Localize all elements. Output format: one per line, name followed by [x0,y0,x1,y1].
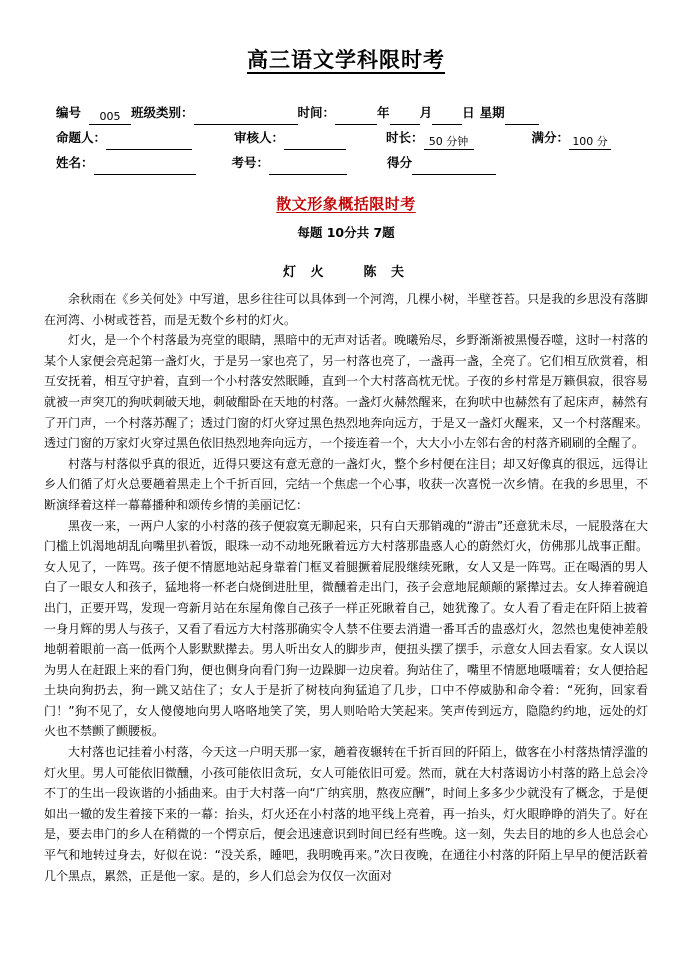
page-title: 高三语文学科限时考 [247,48,445,72]
month-field[interactable] [390,110,420,125]
date-label: 时间： [297,105,336,120]
year-field[interactable] [335,110,377,125]
duration-label: 时长： [386,130,424,145]
form-row-identification [56,100,644,125]
reviewer-field[interactable] [284,135,346,150]
setter-field[interactable] [106,135,192,150]
form-row-student [56,150,644,175]
total-score-value[interactable]: 100 分 [569,135,611,150]
year-unit: 年 [377,105,390,120]
class-label: 班级类别： [131,105,194,120]
day-field[interactable] [432,110,462,125]
student-name-label: 姓名： [56,155,94,170]
student-name-field[interactable] [94,160,196,175]
day-unit: 日 [462,105,475,120]
number-label: 编号 [56,105,82,120]
setter-label: 命题人： [56,130,107,145]
article-heading [0,261,692,280]
article-paragraph: 余秋雨在《乡关何处》中写道，思乡往往可以具体到一个河湾，几棵小树，半壁苍苔。只是我的乡思没有落脚在河湾、小树或苍苔，而是无数个乡村的灯火。 [44,292,648,327]
article-paragraph: 灯火，是一个个村落最为亮堂的眼睛，黑暗中的无声对话者。晚曦殆尽，乡野渐渐被黑慢吞噬，这时一村落的某个人家便会亮起第一盏灯火，于是另一家也亮了，另一村落也亮了，一盏再一盏，全亮了。它们相互欣赏着，相互安抚着，相互守护着，直到一个小村落安然眠睡，直到一个大村落高枕无忧。子夜的乡村常是万籁俱寂，很容易就被一声突兀的狗吠刺破天地，刺破酣卧在天地的村落。一盏灯火赫然醒来，在狗吠中也赫然有了起床声，赫然有了开门声，一个村落苏醒了；透过门窗的灯火穿过黑色热烈地奔向远方，于是又一盏灯火醒来，又一个村落醒来。透过门窗的万家灯火穿过黑色依旧热烈地奔向远方，一个接连着一个，大大小小左邻右舍的村落齐刷刷的全醒了。 [44,333,648,451]
article-title-text: 灯 火 [282,265,329,280]
exam-number-field[interactable] [269,160,347,175]
section-subtitle: 每题 10分共 7题 [297,225,395,240]
weekday-label: 星期 [479,105,505,120]
exam-number-label: 考号： [231,155,270,170]
weekday-field[interactable] [505,110,539,125]
class-field[interactable] [194,110,298,125]
article-paragraph: 村落与村落似乎真的很近，近得只要这有意无意的一盏灯火，整个乡村便在注目；却又好像真的很远，远得让乡人们循了灯火总要趟着黑走上个千折百回，完结一个焦虑一个心事，收获一次喜悦一次乡情。在我的乡思里，不断演绎着这样一幕幕播种和颂传乡情的美丽记忆： [44,456,648,512]
score-label: 得分 [387,155,413,170]
article-paragraph: 大村落也记挂着小村落，今天这一户明天那一家，趟着夜辗转在千折百回的阡陌上，做客在小村落热情浮滥的灯火里。男人可能依旧微醺，小孩可能依旧贪玩，女人可能依旧可爱。然而，就在大村落谒访小村落的路上总会冷不丁的生出一段诙谐的小插曲来。由于大村落一向“广纳宾朋，熬夜应酬”，时间上多多少少就没有了概念，于是便如出一辙的发生着接下来的一幕：抬头，灯火还在小村落的地平线上亮着，再一抬头，灯火眼睁睁的消失了。好在是，要去串门的乡人在稍微的一个愕京后，便会迅速意识到时间已经有些晚。这一刻，失去目的地的乡人也总会心平气和地转过身去，好似在说：“没关系，睡吧，我明晚再来。”次日夜晚，在通往小村落的阡陌上早早的便活跃着几个黑点，累然，正是他一家。是的，乡人们总会为仅仅一次面对 [44,745,648,883]
form-row-authoring [56,125,644,150]
number-field[interactable]: 005 [89,110,131,125]
total-score-label: 满分： [531,130,570,145]
score-field[interactable] [412,160,496,175]
exam-header-form [56,100,644,175]
article-body [44,289,648,886]
article-paragraph: 黑夜一来，一两户人家的小村落的孩子便寂寞无聊起来，只有白天那销魂的“游击”还意犹未尽，一屁股落在大门槛上饥渴地胡乱向嘴里扒着饭，眼珠一动不动地死瞅着远方大村落那蛊惑人心的蔚然灯火，仿佛那儿战事正酣。女人见了，一阵骂。孩子便不情愿地站起身靠着门框叉着腿撅着屁股继续死瞅，女人又是一阵骂。正在喝酒的男人白了一眼女人和孩子，猛地将一杯老白烧倒进肚里，微醺着走出门，孩子会意地屁颠颠的紧撵过去。女人捧着碗追出门，正要开骂，发现一弯新月站在东屋角像自己孩子一样正死瞅着自己，她犹豫了。女人看了看走在阡陌上披着一身月辉的男人与孩子，又看了看远方大村落那确实令人禁不住要去消遣一番耳舌的蛊惑灯火，忽然也鬼使神差般地朝着眼前一高一低两个人影默默撵去。男人听出女人的脚步声，便扭头摆了摆手，示意女人回去看家。女人误以为男人在赶跟上来的看门狗，便也侧身向看门狗一边跺脚一边戾着。狗站住了，嘴里不情愿地嗫嚅着；女人便拾起土块向狗扔去，狗一跳又站住了；女人于是折了树枝向狗猛追了几步，口中不停威胁和命令着：“死狗，回家看门！”狗不见了，女人傻傻地向男人咯咯地笑了笑，男人则哈哈大笑起来。笑声传到远方，隐隐约约地，远处的灯火也不禁颤了颤腰板。 [44,518,648,739]
section-title: 散文形象概括限时考 [276,195,416,213]
duration-value[interactable]: 50 分钟 [424,135,474,150]
reviewer-label: 审核人： [234,130,285,145]
month-unit: 月 [419,105,433,120]
article-author: 陈 夫 [363,265,410,280]
